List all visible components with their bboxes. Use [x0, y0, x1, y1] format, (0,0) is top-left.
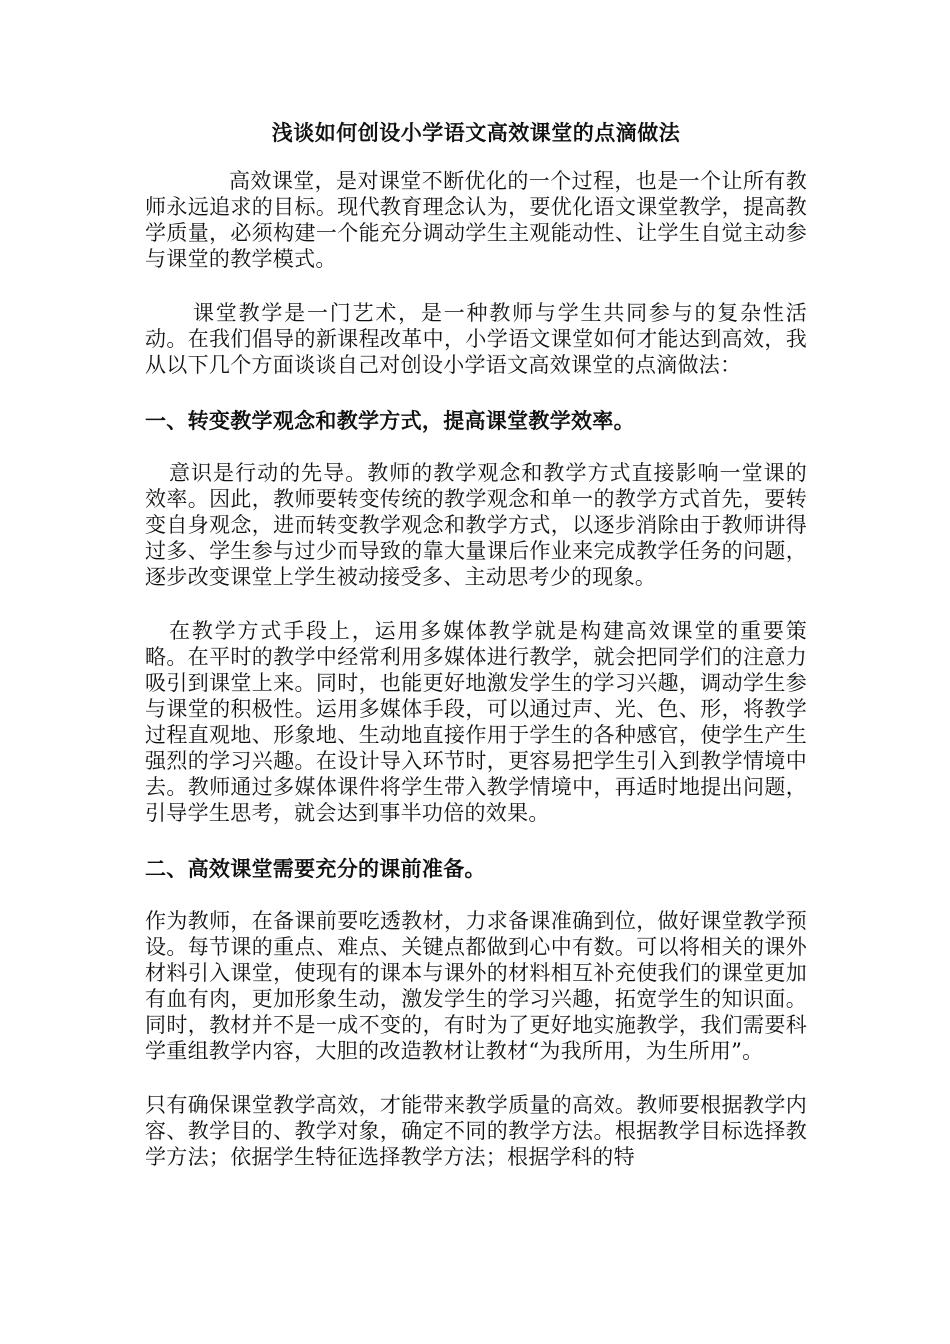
section-heading-1: 一、转变教学观念和教学方式，提高课堂教学效率。 [145, 408, 635, 433]
paragraph-section1-a: 意识是行动的先导。教师的教学观念和教学方式直接影响一堂课的效率。因此，教师要转变传统的教学观念和单一的教学方式首先，要转变自身观念，进而转变教学观念和教学方式，以逐步消除由于教师讲得过多、学生参与过少而导致的靠大量课后作业来完成教学任务的问题，逐步改变课堂上学生被动接受多、主动思考少的现象。 [145, 461, 807, 589]
paragraph-section2-a: 作为教师，在备课前要吃透教材，力求备课准确到位，做好课堂教学预设。每节课的重点、难点、关键点都做到心中有数。可以将相关的课外材料引入课堂，使现有的课本与课外的材料相互补充使我们的课堂更加有血有肉，更加形象生动，激发学生的学习兴趣，拓宽学生的知识面。同时，教材并不是一成不变的，有时为了更好地实施教学，我们需要科学重组教学内容，大胆的改造教材让教材“为我所用，为生所用”。 [145, 909, 807, 1063]
document-title: 浅谈如何创设小学语文高效课堂的点滴做法 [271, 120, 681, 145]
paragraph-section1-b: 在教学方式手段上，运用多媒体教学就是构建高效课堂的重要策略。在平时的教学中经常利用多媒体进行教学，就会把同学们的注意力吸引到课堂上来。同时，也能更好地激发学生的学习兴趣，调动学生参与课堂的积极性。运用多媒体手段，可以通过声、光、色、形，将教学过程直观地、形象地、生动地直接作用于学生的各种感官，使学生产生强烈的学习兴趣。在设计导入环节时，更容易把学生引入到教学情境中去。教师通过多媒体课件将学生带入教学情境中，再适时地提出问题，引导学生思考，就会达到事半功倍的效果。 [145, 619, 807, 825]
paragraph-section2-b: 只有确保课堂教学高效，才能带来教学质量的高效。教师要根据教学内容、教学目的、教学对象，确定不同的教学方法。根据教学目标选择教学方法；依据学生特征选择教学方法；根据学科的特 [145, 1093, 807, 1169]
paragraph-intro: 高效课堂，是对课堂不断优化的一个过程，也是一个让所有教师永远追求的目标。现代教育理念认为，要优化语文课堂教学，提高教学质量，必须构建一个能充分调动学生主观能动性、让学生自觉主动参与课堂的教学模式。 [145, 169, 807, 271]
document-page [145, 118, 807, 1198]
section-heading-2: 二、高效课堂需要充分的课前准备。 [145, 856, 486, 881]
paragraph-context: 课堂教学是一门艺术，是一种教师与学生共同参与的复杂性活动。在我们倡导的新课程改革中，小学语文课堂如何才能达到高效，我从以下几个方面谈谈自己对创设小学语文高效课堂的点滴做法： [145, 301, 807, 377]
